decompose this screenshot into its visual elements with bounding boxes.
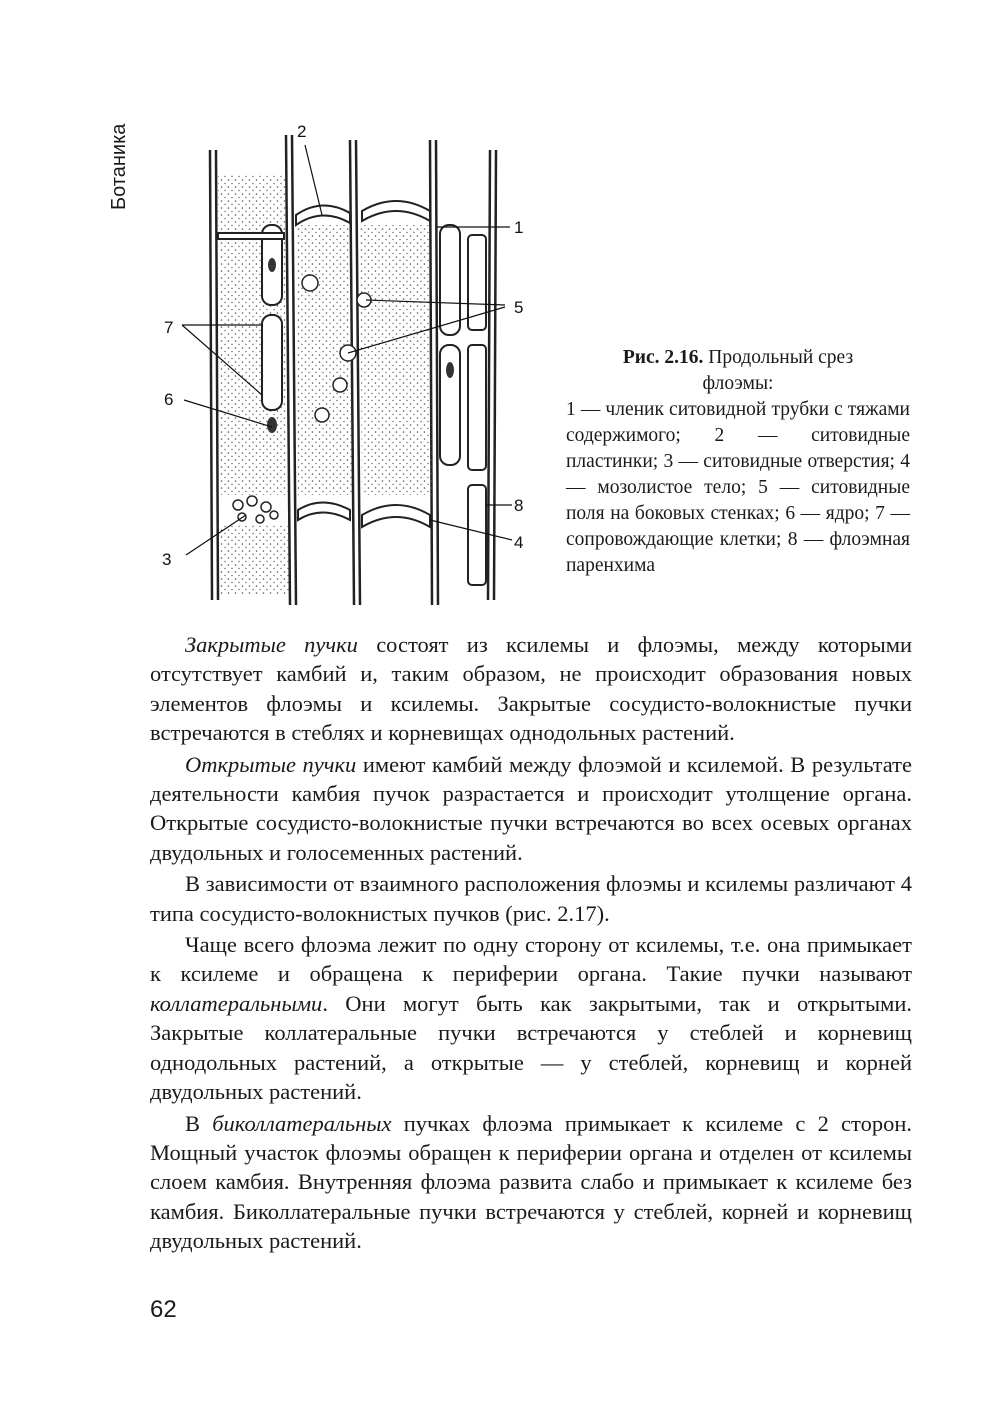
caption-heading (566, 345, 910, 397)
term-closed-bundles: Закрытые пучки (185, 632, 358, 657)
label-3: 3 (162, 550, 172, 569)
paragraph-bundle-types: В зависимости от взаимного расположения флоэмы и ксилемы различают 4 типа сосудисто-волокнистых пучков (рис. 2.17). (150, 871, 912, 926)
caption-subtitle: Продольный срез флоэмы: (702, 347, 854, 394)
term-collateral: коллатеральными (150, 990, 323, 1016)
label-1: 1 (514, 218, 524, 237)
figure-caption (566, 345, 910, 579)
page-number: 62 (150, 1296, 177, 1323)
paragraph-closed-bundles: Закрытые пучки состоят из ксилемы и флоэмы, между которыми отсутствует камбий и, таким образом, не происходит образования новых элементов флоэмы и ксилемы. Закрытые сосудисто-волокнистые пучки встречаются в стеблях и корневищах однодольных растений. (150, 632, 912, 746)
term-open-bundles: Открытые пучки (185, 751, 357, 777)
caption-body: 1 — членик ситовидной трубки с тяжами содержимого; 2 — ситовидные пластинки; 3 — ситовидные отверстия; 4 — мозолистое тело; 5 — ситовидные поля на боковых стенках; 6 — ядро; 7 — сопровождающие клетки; 8 — флоэмная паренхима (566, 399, 910, 576)
label-2: 2 (297, 122, 307, 141)
label-6: 6 (164, 390, 174, 409)
caption-number: Рис. 2.16. (622, 347, 704, 368)
running-head-text: Ботаника (108, 123, 130, 210)
phloem-figure (150, 115, 550, 615)
paragraph-collateral: Чаще всего флоэма лежит по одну сторону от ксилемы, т.е. она примыкает к ксилеме и обращена к периферии органа. Такие пучки называют коллатеральными. Они могут быть как закрытыми, так и открытыми. Закрытые коллатеральные пучки встречаются у стеблей и корневищ однодольных растений, а открытые — у стеблей, корневищ и корней двудольных растений. (150, 932, 912, 1105)
label-5: 5 (514, 298, 524, 317)
paragraph-open-bundles: Открытые пучки имеют камбий между флоэмой и ксилемой. В результате деятельности камбия пучок разрастается и происходит утолщение органа. Открытые сосудисто-волокнистые пучки встречаются во всех осевых органах двудольных и голосеменных растений. (150, 751, 912, 865)
phloem-drawing (150, 115, 550, 615)
running-head (108, 100, 148, 210)
label-7: 7 (164, 318, 174, 337)
paragraph-bicollateral: В биколлатеральных пучках флоэма примыкает к ксилеме с 2 сторон. Мощный участок флоэмы обращен к периферии органа и отделен от ксилемы слоем камбия. Внутренняя флоэма развита слабо и примыкает к ксилеме без камбия. Биколлатеральные пучки встречаются у стеблей, корней и корневищ двудольных растений. (150, 1110, 912, 1254)
term-bicollateral: биколлатеральных (212, 1110, 392, 1136)
body-text (150, 630, 912, 1258)
label-8: 8 (514, 496, 524, 515)
label-4: 4 (514, 533, 524, 552)
